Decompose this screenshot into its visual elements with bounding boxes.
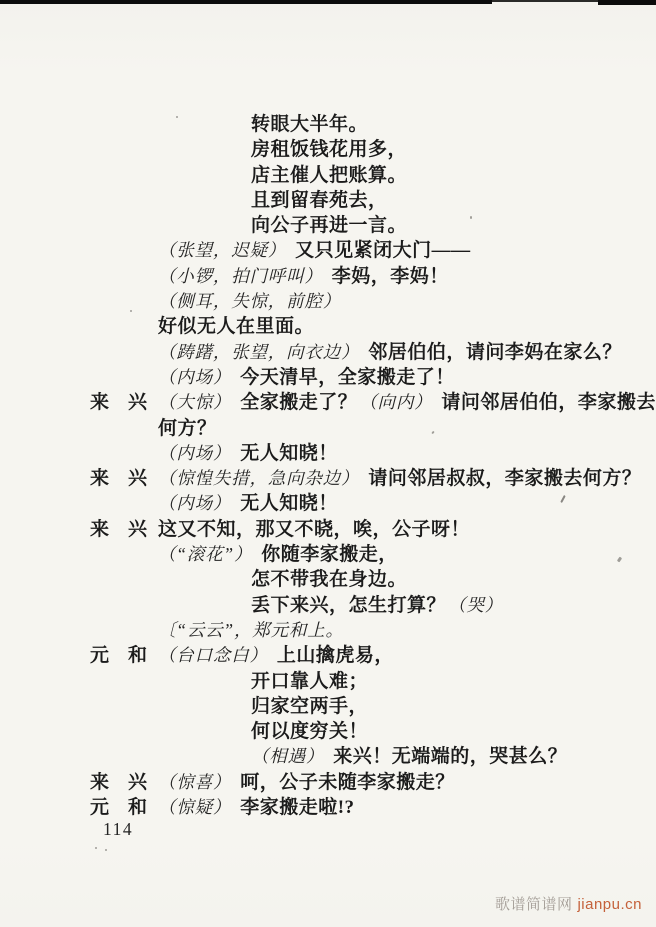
script-line bbox=[0, 314, 656, 339]
script-line bbox=[0, 188, 656, 213]
script-line bbox=[0, 441, 656, 466]
script-line bbox=[0, 491, 656, 516]
stage-direction: （惊喜） bbox=[158, 771, 232, 792]
script-line bbox=[0, 719, 656, 744]
stage-direction: （小锣，拍门呼叫） bbox=[158, 265, 323, 286]
script-text: 李妈，李妈！ bbox=[331, 265, 449, 287]
script-line bbox=[0, 795, 656, 820]
script-text: 全家搬走了？ bbox=[240, 392, 358, 414]
script-line bbox=[0, 390, 656, 415]
script-line bbox=[0, 517, 656, 542]
scan-speck bbox=[105, 849, 107, 851]
script-text: 且到留春苑去， bbox=[251, 189, 388, 211]
script-line bbox=[0, 643, 656, 668]
watermark-site-url: jianpu.cn bbox=[577, 896, 642, 913]
script-text: 呵，公子未随李家搬走？ bbox=[240, 771, 455, 793]
speaker-name: 来 兴 bbox=[90, 771, 148, 793]
stage-direction: （张望，迟疑） bbox=[158, 240, 287, 261]
script-text: 无人知晓！ bbox=[240, 442, 338, 464]
scan-speck bbox=[130, 310, 132, 312]
stage-direction: （内场） bbox=[158, 442, 232, 463]
stage-direction: （大惊） bbox=[158, 392, 232, 413]
script-line bbox=[0, 238, 656, 263]
script-line bbox=[0, 264, 656, 289]
script-text: 又只见紧闭大门—— bbox=[295, 240, 471, 262]
script-line bbox=[0, 365, 656, 390]
scan-speck bbox=[176, 116, 178, 118]
script-text: 来兴！无端端的，哭甚么？ bbox=[333, 746, 568, 768]
page-number: 114 bbox=[103, 819, 134, 839]
script-text: 归家空两手， bbox=[251, 695, 369, 717]
stage-direction: （内场） bbox=[158, 366, 232, 387]
stage-direction: （哭） bbox=[448, 594, 503, 615]
script-line bbox=[0, 542, 656, 567]
stage-direction: （侧耳，失惊，前腔） bbox=[158, 291, 341, 312]
script-text: 转眼大半年。 bbox=[251, 114, 369, 135]
script-text: 何方？ bbox=[158, 417, 217, 439]
script-text: 开口靠人难； bbox=[251, 670, 369, 692]
stage-direction: （踌躇，张望，向衣边） bbox=[158, 341, 360, 362]
stage-direction: （惊惶失措，急向杂边） bbox=[158, 468, 360, 489]
script-line bbox=[0, 112, 656, 137]
script-text: 李家搬走啦!? bbox=[240, 797, 355, 819]
speaker-name: 来 兴 bbox=[90, 518, 148, 540]
speaker-name: 元 和 bbox=[90, 797, 148, 819]
script-line bbox=[0, 593, 656, 618]
script-text: 何以度穷关！ bbox=[251, 721, 369, 743]
script-text: 请问邻居叔叔，李家搬去何方？ bbox=[368, 468, 642, 490]
stage-direction: （台口念白） bbox=[158, 645, 268, 666]
script-line bbox=[0, 416, 656, 441]
script-text: 怎不带我在身边。 bbox=[251, 569, 408, 591]
script-line bbox=[0, 163, 656, 188]
script-line bbox=[0, 669, 656, 694]
script-text: 无人知晓！ bbox=[240, 493, 338, 515]
script-text: 房租饭钱花用多， bbox=[251, 139, 408, 161]
script-text: 店主催人把账算。 bbox=[251, 164, 408, 186]
stage-direction: （“滚花”） bbox=[158, 544, 253, 565]
scan-edge-artifact bbox=[0, 0, 492, 4]
script-text: 邻居伯伯，请问李妈在家么？ bbox=[368, 341, 622, 363]
script-line bbox=[0, 289, 656, 314]
script-line bbox=[0, 137, 656, 162]
scan-edge-artifact bbox=[492, 0, 604, 2]
script-line bbox=[0, 618, 656, 643]
script-text: 这又不知，那又不晓，唉，公子呀！ bbox=[158, 518, 471, 540]
script-text: 今天清早，全家搬走了！ bbox=[240, 366, 455, 388]
stage-direction: （惊疑） bbox=[158, 797, 232, 818]
script-text: 丢下来兴，怎生打算？ bbox=[251, 594, 447, 616]
script-text: 上山擒虎易， bbox=[276, 645, 394, 667]
script-line bbox=[0, 694, 656, 719]
stage-direction: （内场） bbox=[158, 493, 232, 514]
watermark-site-name: 歌谱简谱网 bbox=[494, 896, 573, 913]
scan-speck bbox=[95, 847, 97, 849]
stage-direction: （向内） bbox=[359, 392, 433, 413]
script-line bbox=[0, 340, 656, 365]
script-text: 请问邻居伯伯，李家搬去 bbox=[441, 392, 656, 414]
script-text-block bbox=[0, 112, 656, 820]
scan-edge-artifact bbox=[598, 0, 656, 5]
script-line bbox=[0, 213, 656, 238]
scan-speck bbox=[470, 216, 472, 219]
script-line bbox=[0, 567, 656, 592]
script-line bbox=[0, 744, 656, 769]
speaker-name: 元 和 bbox=[90, 645, 148, 667]
speaker-name: 来 兴 bbox=[90, 392, 148, 414]
script-text: 你随李家搬走， bbox=[261, 544, 398, 566]
speaker-name: 来 兴 bbox=[90, 468, 148, 490]
script-line bbox=[0, 466, 656, 491]
watermark bbox=[495, 893, 642, 914]
stage-direction: （相遇） bbox=[251, 746, 325, 767]
script-text: 向公子再进一言。 bbox=[251, 215, 408, 237]
script-text: 好似无人在里面。 bbox=[158, 316, 315, 338]
script-line bbox=[0, 770, 656, 795]
stage-direction: 〔“云云”，郑元和上。 bbox=[158, 619, 344, 640]
